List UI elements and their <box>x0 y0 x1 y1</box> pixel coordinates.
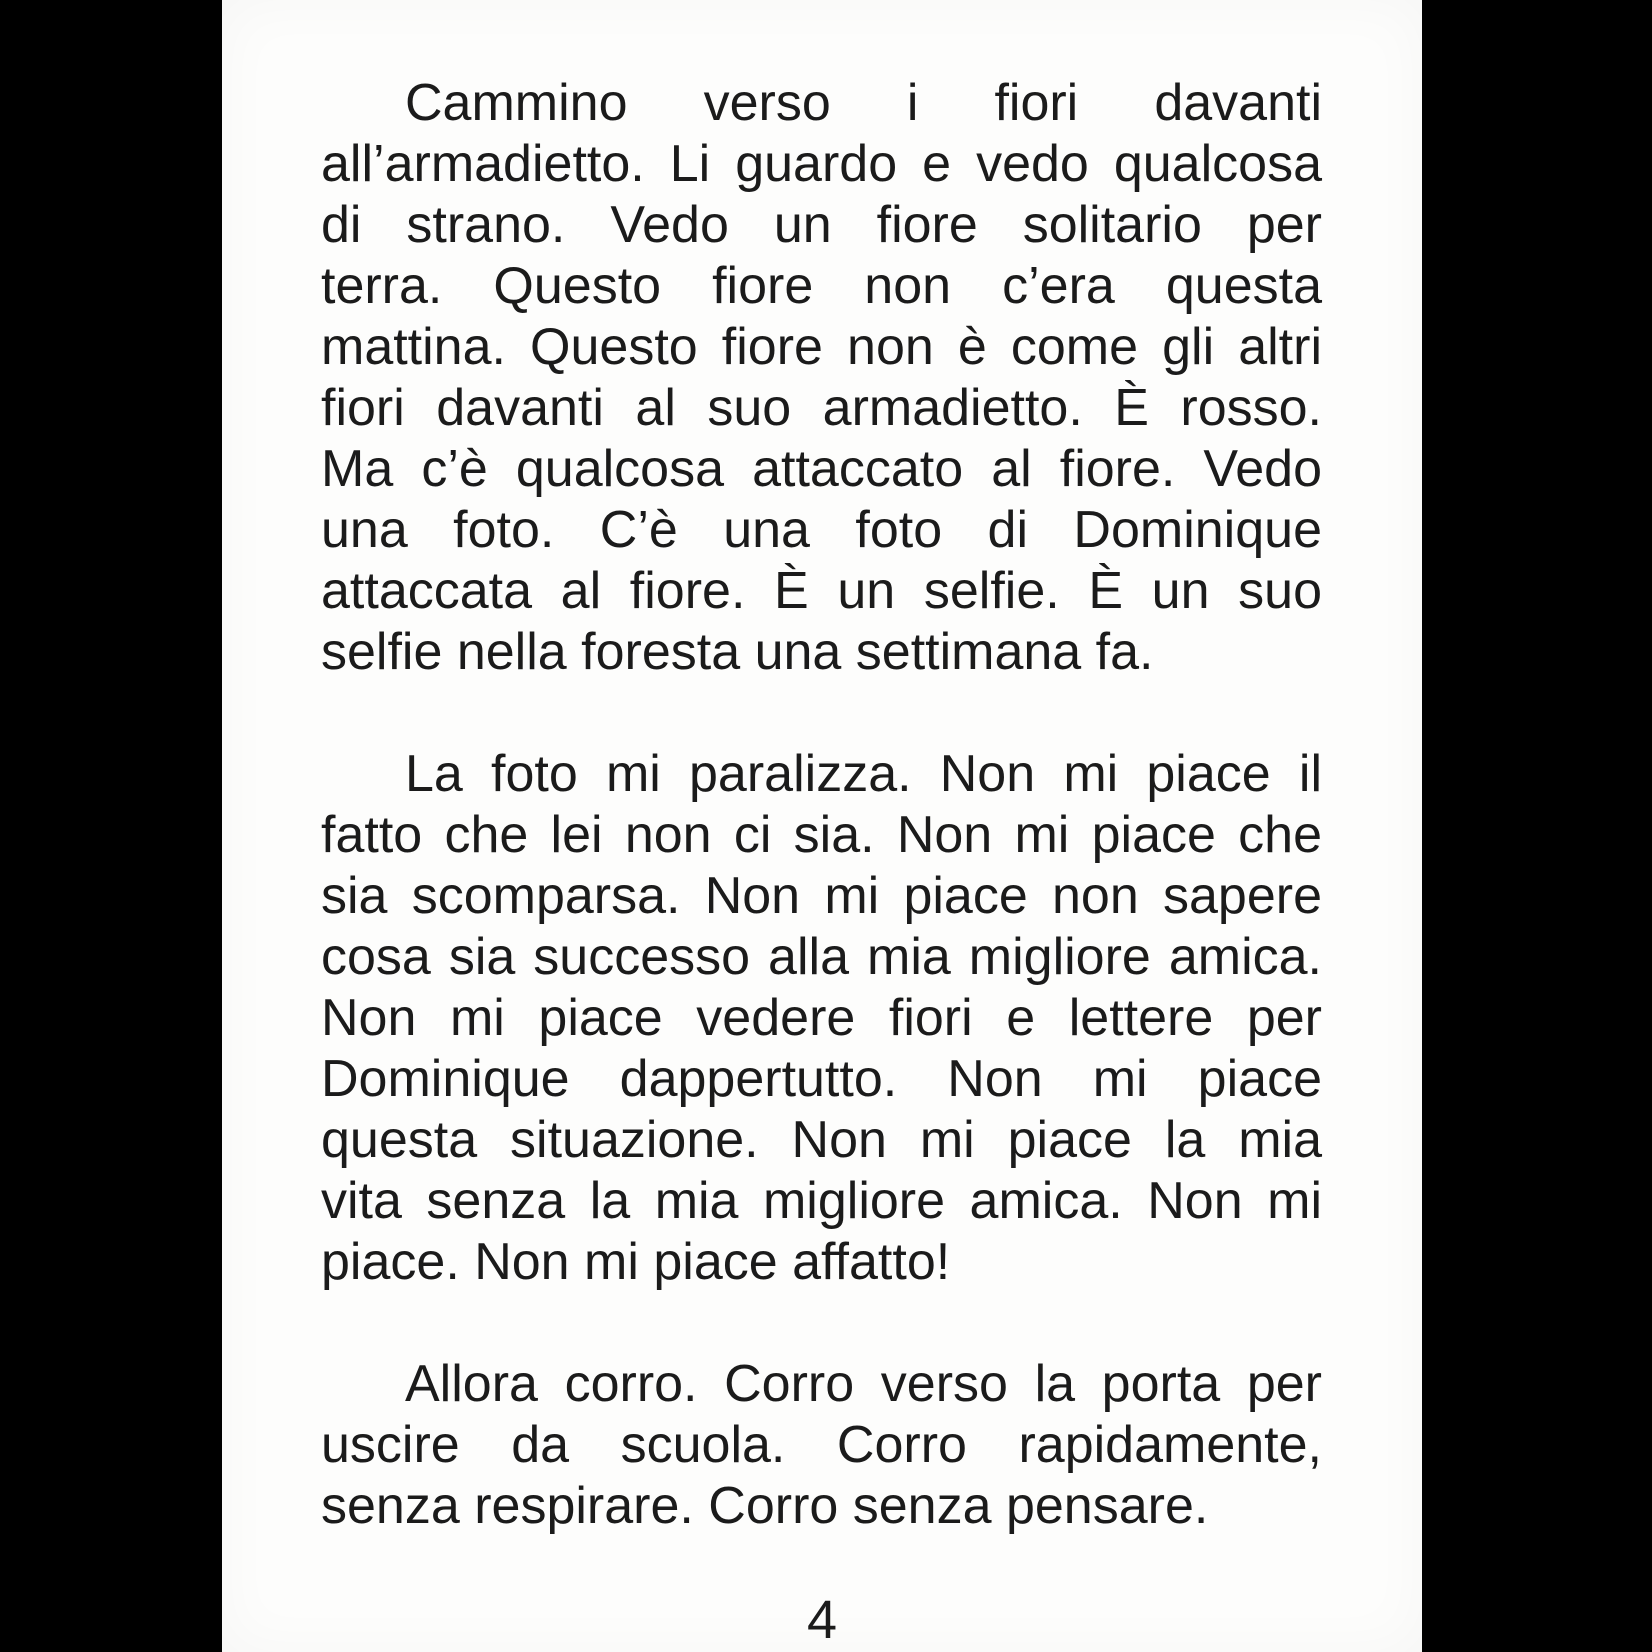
text-line: una foto. C’è una foto di Dominique <box>321 501 1322 559</box>
text-line: di strano. Vedo un fiore solitario per <box>321 196 1322 254</box>
text-line: Dominique dappertutto. Non mi piace <box>321 1050 1322 1108</box>
page-number: 4 <box>806 1590 838 1650</box>
text-line: terra. Questo fiore non c’era questa <box>321 257 1322 315</box>
paragraph <box>321 73 1322 683</box>
text-line: cosa sia successo alla mia migliore amica. <box>321 928 1322 986</box>
text-line: questa situazione. Non mi piace la mia <box>321 1111 1322 1169</box>
text-line: piace. Non mi piace affatto! <box>321 1233 951 1291</box>
page-text <box>321 73 1322 1598</box>
text-line: uscire da scuola. Corro rapidamente, <box>321 1416 1322 1474</box>
right-letterbox-bar <box>1422 0 1652 1652</box>
text-line: La foto mi paralizza. Non mi piace il <box>405 745 1322 803</box>
paragraph <box>321 1354 1322 1537</box>
text-line: sia scomparsa. Non mi piace non sapere <box>321 867 1322 925</box>
text-line: Ma c’è qualcosa attaccato al fiore. Vedo <box>321 440 1322 498</box>
text-line: Cammino verso i fiori davanti <box>405 74 1322 132</box>
text-line: Non mi piace vedere fiori e lettere per <box>321 989 1322 1047</box>
text-line: attaccata al fiore. È un selfie. È un suo <box>321 562 1322 620</box>
text-line: all’armadietto. Li guardo e vedo qualcosa <box>321 135 1322 193</box>
text-line: mattina. Questo fiore non è come gli altri <box>321 318 1322 376</box>
text-line: selfie nella foresta una settimana fa. <box>321 623 1154 681</box>
book-page <box>222 0 1422 1652</box>
text-line: senza respirare. Corro senza pensare. <box>321 1477 1209 1535</box>
paragraph <box>321 744 1322 1293</box>
text-line: fatto che lei non ci sia. Non mi piace che <box>321 806 1322 864</box>
text-line: fiori davanti al suo armadietto. È rosso. <box>321 379 1322 437</box>
left-letterbox-bar <box>0 0 222 1652</box>
text-line: vita senza la mia migliore amica. Non mi <box>321 1172 1322 1230</box>
text-line: Allora corro. Corro verso la porta per <box>405 1355 1322 1413</box>
